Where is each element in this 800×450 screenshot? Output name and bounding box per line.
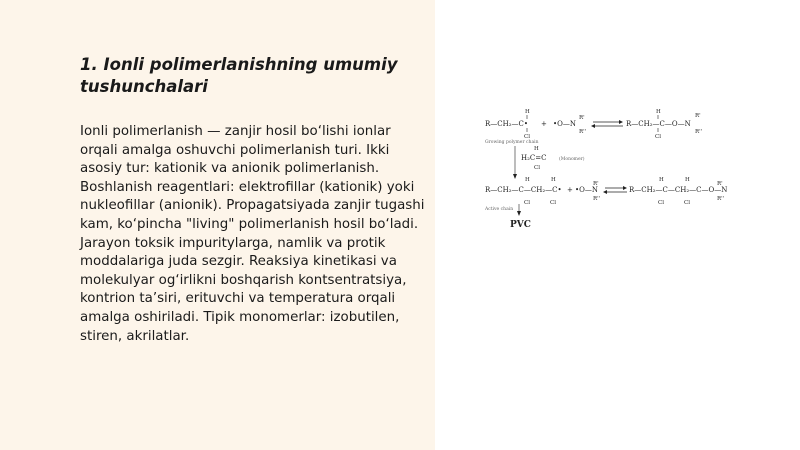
pvc-reaction-scheme xyxy=(481,100,741,232)
slide-title: 1. Ionli polimerlanishning umumiy tushunchalari xyxy=(80,55,398,96)
row2-product-cl2: Cl xyxy=(684,200,690,206)
row1-left-chain: R—CH₂—C• xyxy=(485,120,529,128)
row2-equilibrium-arrow xyxy=(603,186,627,194)
row2-product-h2: H xyxy=(685,177,690,183)
row2-product-chain: R—CH₂—C—CH₂—C—O—N xyxy=(629,186,728,194)
row2-product-cl1: Cl xyxy=(658,200,664,206)
monomer-cl: Cl xyxy=(534,165,540,171)
row2-r2: R'' xyxy=(593,196,601,202)
slide-body-text: Ionli polimerlanish — zanjir hosil bo‘lishi ionlar orqali amalga oshuvchi polimerlanish turi. Ikki asosiy tur: kationik va anionik polimerlanish. Boshlanish reagentlari: elektrofillar (kationik) yoki nukleofillar (anionik). Propagatsiyada zanjir tugashi kam, ko‘pincha "living" polimerlanish hosil bo‘ladi. Jarayon toksik impuritylarga, namlik va protik moddalariga juda sezgir. Reaksiya kinetikasi va molekulyar og‘irlikni boshqarish kontsentratsiya, kontrion ta’siri, erituvchi va temperatura orqali amalga oshiriladi. Tipik monomerlar: izobutilen, stiren, akrilatlar. xyxy=(80,124,425,344)
row2-left-h1: H xyxy=(525,177,530,183)
row2-product-h1: H xyxy=(659,177,664,183)
row2-caption: Active chain xyxy=(485,207,514,212)
row2-plus: + xyxy=(567,186,573,194)
row2-product-r2: R'' xyxy=(717,196,725,202)
row2-left-cl2: Cl xyxy=(550,200,556,206)
row2-product-r1: R' xyxy=(717,181,723,187)
row2-left-h2: H xyxy=(551,177,556,183)
row1-r2: R'' xyxy=(579,129,587,135)
row2-nitroxide: •O—N xyxy=(575,186,598,194)
monomer-label: (Monomer) xyxy=(559,157,585,162)
row1-product-chain: R—CH₂—C—O—N xyxy=(626,120,691,128)
row1-caption: Growing polymer chain xyxy=(485,140,539,145)
row1-product-cl: Cl xyxy=(655,134,661,140)
row1-product-r1: R' xyxy=(695,113,701,119)
row1-nitroxide: •O—N xyxy=(553,120,576,128)
monomer-formula: H₂C=C xyxy=(521,154,547,162)
row1-left-h: H xyxy=(525,109,530,115)
row2-left-cl1: Cl xyxy=(524,200,530,206)
down-arrow-2 xyxy=(517,204,521,216)
row1-left-cl: Cl xyxy=(524,134,530,140)
row2-r1: R' xyxy=(593,181,599,187)
row2-left-chain: R—CH₂—C—CH₂—C• xyxy=(485,186,562,194)
down-arrow-1 xyxy=(513,146,517,179)
row1-plus: + xyxy=(541,120,547,128)
row1-r1: R' xyxy=(579,115,585,121)
row1-product-r2: R'' xyxy=(695,129,703,135)
monomer-h: H xyxy=(534,146,539,152)
pvc-label: PVC xyxy=(510,220,531,230)
row1-equilibrium-arrow xyxy=(591,120,623,128)
row1-product-h: H xyxy=(656,109,661,115)
